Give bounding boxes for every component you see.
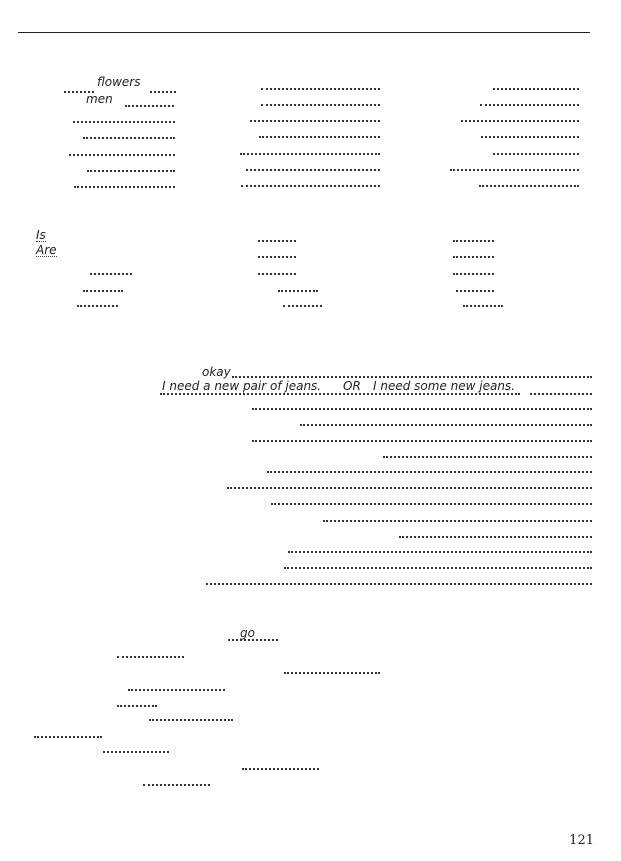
answer-blank[interactable] [493, 153, 579, 155]
answer-blank[interactable] [252, 440, 592, 442]
example-answer-jeans-b: I need some new jeans. [373, 379, 515, 393]
example-answer-men: men [86, 92, 113, 106]
answer-blank[interactable] [125, 105, 174, 107]
answer-blank[interactable] [160, 393, 520, 395]
example-answer-jeans-a: I need a new pair of jeans. [162, 379, 322, 393]
answer-blank[interactable] [453, 273, 494, 275]
answer-blank[interactable] [252, 408, 592, 410]
answer-blank[interactable] [150, 91, 176, 93]
answer-blank[interactable] [288, 551, 592, 553]
answer-blank[interactable] [258, 256, 296, 258]
answer-blank[interactable] [481, 136, 579, 138]
answer-blank[interactable] [83, 290, 123, 292]
answer-blank[interactable] [479, 185, 579, 187]
answer-blank[interactable] [300, 424, 592, 426]
example-answer-go: go [240, 626, 255, 640]
answer-blank[interactable] [74, 186, 175, 188]
example-answer-are: Are [36, 243, 57, 257]
answer-blank[interactable] [383, 456, 592, 458]
answer-blank[interactable] [206, 583, 592, 585]
answer-blank[interactable] [493, 88, 579, 90]
answer-blank[interactable] [259, 136, 380, 138]
answer-blank[interactable] [261, 104, 380, 106]
answer-blank[interactable] [232, 376, 592, 378]
answer-blank[interactable] [90, 273, 132, 275]
answer-blank[interactable] [87, 170, 175, 172]
answer-blank[interactable] [117, 656, 184, 658]
example-answer-flowers: flowers [97, 75, 141, 89]
answer-blank[interactable] [399, 536, 592, 538]
answer-blank[interactable] [456, 290, 494, 292]
answer-blank[interactable] [117, 705, 157, 707]
answer-blank[interactable] [83, 137, 175, 139]
example-answer-okay: okay [202, 365, 231, 379]
answer-blank[interactable] [480, 104, 579, 106]
answer-blank[interactable] [149, 719, 233, 721]
answer-blank[interactable] [284, 567, 592, 569]
example-answer-or: OR [343, 379, 361, 393]
answer-blank[interactable] [271, 503, 592, 505]
answer-blank[interactable] [283, 305, 322, 307]
answer-blank[interactable] [278, 290, 318, 292]
answer-blank[interactable] [261, 88, 380, 90]
answer-blank[interactable] [461, 120, 579, 122]
answer-blank[interactable] [450, 169, 579, 171]
answer-blank[interactable] [323, 520, 592, 522]
answer-blank[interactable] [103, 751, 169, 753]
answer-blank[interactable] [453, 240, 494, 242]
answer-blank[interactable] [227, 487, 592, 489]
answer-blank[interactable] [240, 153, 380, 155]
header-rule [18, 32, 590, 33]
answer-blank[interactable] [69, 154, 175, 156]
answer-blank[interactable] [242, 768, 319, 770]
answer-blank[interactable] [77, 305, 118, 307]
answer-blank[interactable] [258, 273, 296, 275]
answer-blank[interactable] [258, 240, 296, 242]
answer-blank[interactable] [73, 121, 175, 123]
example-answer-is: Is [36, 228, 46, 242]
page-number: 121 [569, 833, 594, 848]
answer-blank[interactable] [246, 169, 380, 171]
answer-blank[interactable] [143, 784, 210, 786]
answer-blank[interactable] [34, 736, 102, 738]
answer-blank[interactable] [267, 471, 592, 473]
answer-blank[interactable] [64, 91, 94, 93]
answer-blank[interactable] [128, 689, 225, 691]
answer-blank[interactable] [284, 672, 380, 674]
answer-blank[interactable] [250, 120, 380, 122]
answer-blank[interactable] [530, 393, 592, 395]
answer-blank[interactable] [463, 305, 503, 307]
answer-blank[interactable] [453, 256, 494, 258]
answer-blank[interactable] [241, 185, 380, 187]
